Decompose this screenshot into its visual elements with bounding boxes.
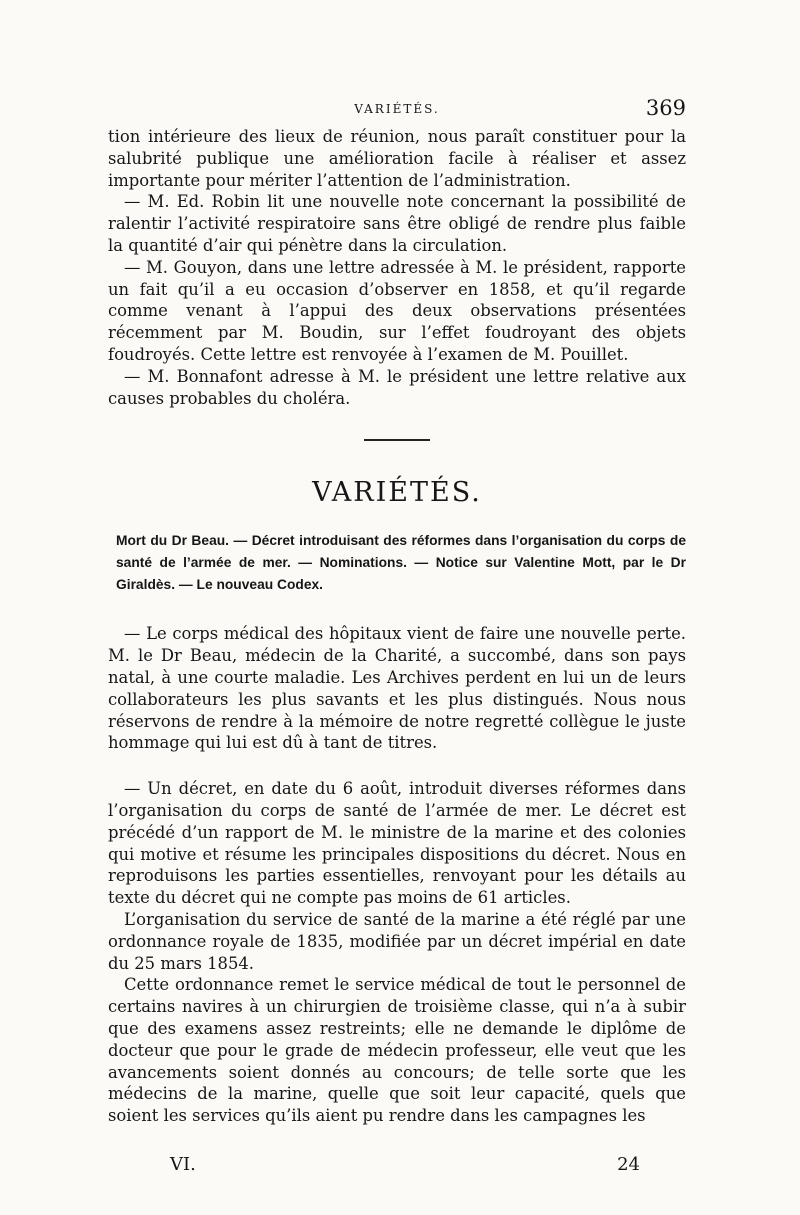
journal-page (108, 96, 686, 1127)
page-header (108, 96, 686, 126)
section-title: VARIÉTÉS. (312, 477, 482, 509)
robin-note-paragraph: — M. Ed. Robin lit une nouvelle note concernant la possibilité de ralentir l’activité respiratoire sans être obligé de rendre plus faible la quantité d’air qui pénètre dans la circulation. (108, 192, 686, 255)
ordinance-paragraph: Cette ordonnance remet le service médical de tout le personnel de certains navires à un chirurgien de troisième classe, qui n’a à subir que des examens assez restreints; elle ne demande le diplôme de docteur que pour le grade de médecin professeur, elle veut que les avancements soient donnés au concours; de telle sorte que les médecins de la marine, quelle que soit leur capacité, quels que soient les services qu’ils aient pu rendre dans les campagnes les (108, 975, 686, 1126)
paragraph-gap (108, 754, 686, 778)
bonnafont-letter-paragraph: — M. Bonnafont adresse à M. le président une lettre relative aux causes probables du choléra. (108, 366, 686, 408)
gouyon-letter-paragraph: — M. Gouyon, dans une lettre adressée à M. le président, rapporte un fait qu’il a eu occasion d’observer en 1858, et qu’il regarde comme venant à l’appui des deux observations présentées récemment par M. Boudin, sur l’effet foudroyant des objets foudroyés. Cette lettre est renvoyée à l’examen de M. Pouillet. (108, 257, 686, 364)
decree-paragraph: — Un décret, en date du 6 août, introduit diverses réformes dans l’organisation du corps de santé de l’armée de mer. Le décret est précédé d’un rapport de M. le ministre de la marine et des colonies qui motive et résume les principales dispositions du décret. Nous en reproduisons les parties essentielles, renvoyant pour les détails au texte du décret qui ne compte pas moins de 61 articles. (108, 779, 686, 908)
page-number: 369 (645, 96, 686, 120)
page-footer (170, 1154, 640, 1178)
continuation-paragraph: tion intérieure des lieux de réunion, nous paraît constituer pour la salubrité publique une amélioration facile à réaliser et assez importante pour mériter l’attention de l’administration. (108, 127, 686, 190)
beau-obituary-paragraph: — Le corps médical des hôpitaux vient de faire une nouvelle perte. M. le Dr Beau, médecin de la Charité, a succombé, dans son pays natal, à une courte maladie. Les Archives perdent en lui un de leurs collaborateurs les plus savants et les plus distingués. Nous nous réservons de rendre à la mémoire de notre regretté collègue le juste hommage qui lui est dû à tant de titres. (108, 624, 686, 753)
section-divider (364, 439, 430, 441)
signature-mark: VI. (170, 1154, 196, 1175)
section-summary: Mort du Dr Beau. — Décret introduisant des réformes dans l’organisation du corps de santé de l’armée de mer. — Nominations. — Notice sur Valentine Mott, par le Dr Giraldès. — Le nouveau Codex. (116, 533, 686, 593)
running-head: VARIÉTÉS. (354, 102, 440, 116)
organisation-paragraph: L’organisation du service de santé de la marine a été réglé par une ordonnance royale de 1835, modifiée par un décret impérial en date du 25 mars 1854. (108, 909, 686, 973)
sheet-number: 24 (617, 1154, 640, 1175)
